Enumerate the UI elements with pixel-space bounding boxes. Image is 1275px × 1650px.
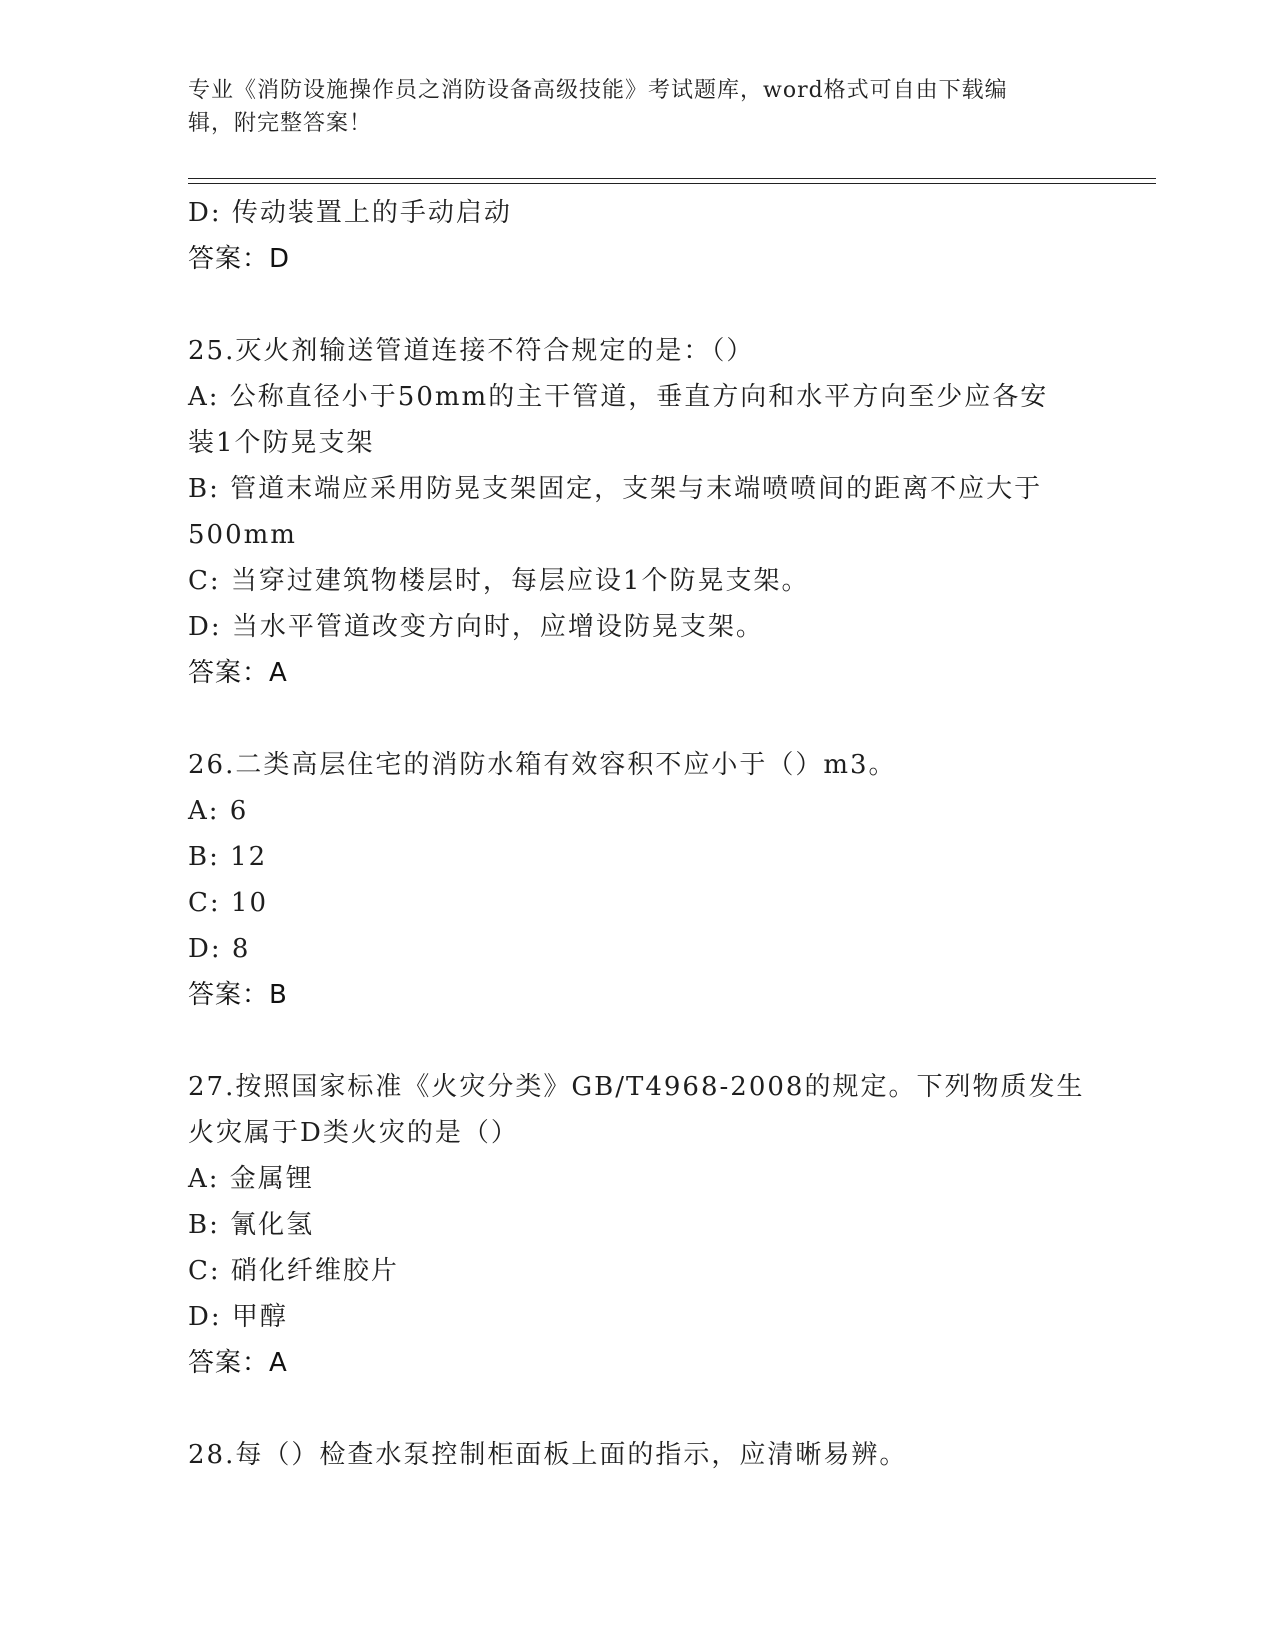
question-25-option-a-line-1: A: 公称直径小于50mm的主干管道，垂直方向和水平方向至少应各安	[188, 382, 1049, 412]
question-27-option-d: D: 甲醇	[188, 1302, 288, 1332]
question-25-option-a-line-2: 装1个防晃支架	[188, 428, 375, 458]
question-26-option-a: A: 6	[188, 796, 249, 826]
prev-question-option-d: D: 传动装置上的手动启动	[188, 198, 512, 228]
question-27-option-b: B: 氰化氢	[188, 1210, 315, 1240]
spacer	[188, 1018, 1088, 1064]
question-25-option-b-line-2: 500mm	[188, 520, 297, 550]
spacer	[188, 696, 1088, 742]
question-26-option-d: D: 8	[188, 934, 251, 964]
header-divider-bottom	[188, 183, 1156, 184]
document-header	[188, 74, 1068, 140]
question-27-option-c: C: 硝化纤维胶片	[188, 1256, 399, 1286]
question-28	[188, 1432, 1088, 1478]
question-25-answer: 答案：A	[188, 658, 288, 688]
question-27-stem-line-2: 火灾属于D类火灾的是（）	[188, 1118, 519, 1148]
header-title-line-1: 专业《消防设施操作员之消防设备高级技能》考试题库，word格式可自由下载编	[188, 78, 1008, 103]
question-27-stem-line-1: 27.按照国家标准《火灾分类》GB/T4968-2008的规定。下列物质发生	[188, 1072, 1085, 1102]
question-26	[188, 742, 1088, 1018]
question-26-option-c: C: 10	[188, 888, 269, 918]
question-28-stem: 28.每（）检查水泵控制柜面板上面的指示，应清晰易辨。	[188, 1440, 908, 1470]
header-title-line-2: 辑，附完整答案！	[188, 111, 373, 136]
spacer	[188, 282, 1088, 328]
question-26-answer: 答案：B	[188, 980, 288, 1010]
question-25-option-d: D: 当水平管道改变方向时，应增设防晃支架。	[188, 612, 764, 642]
header-divider-top	[188, 178, 1156, 179]
question-25-option-c: C: 当穿过建筑物楼层时，每层应设1个防晃支架。	[188, 566, 810, 596]
question-25-option-b-line-1: B: 管道末端应采用防晃支架固定，支架与末端喷喷间的距离不应大于	[188, 474, 1043, 504]
question-27	[188, 1064, 1088, 1386]
question-25	[188, 328, 1088, 696]
question-27-option-a: A: 金属锂	[188, 1164, 314, 1194]
question-26-option-b: B: 12	[188, 842, 268, 872]
document-body	[188, 190, 1088, 1478]
spacer	[188, 1386, 1088, 1432]
question-25-stem: 25.灭火剂输送管道连接不符合规定的是：（）	[188, 336, 755, 366]
question-27-answer: 答案：A	[188, 1348, 288, 1378]
question-26-stem: 26.二类高层住宅的消防水箱有效容积不应小于（）m3。	[188, 750, 897, 780]
prev-question-answer: 答案：D	[188, 244, 291, 274]
